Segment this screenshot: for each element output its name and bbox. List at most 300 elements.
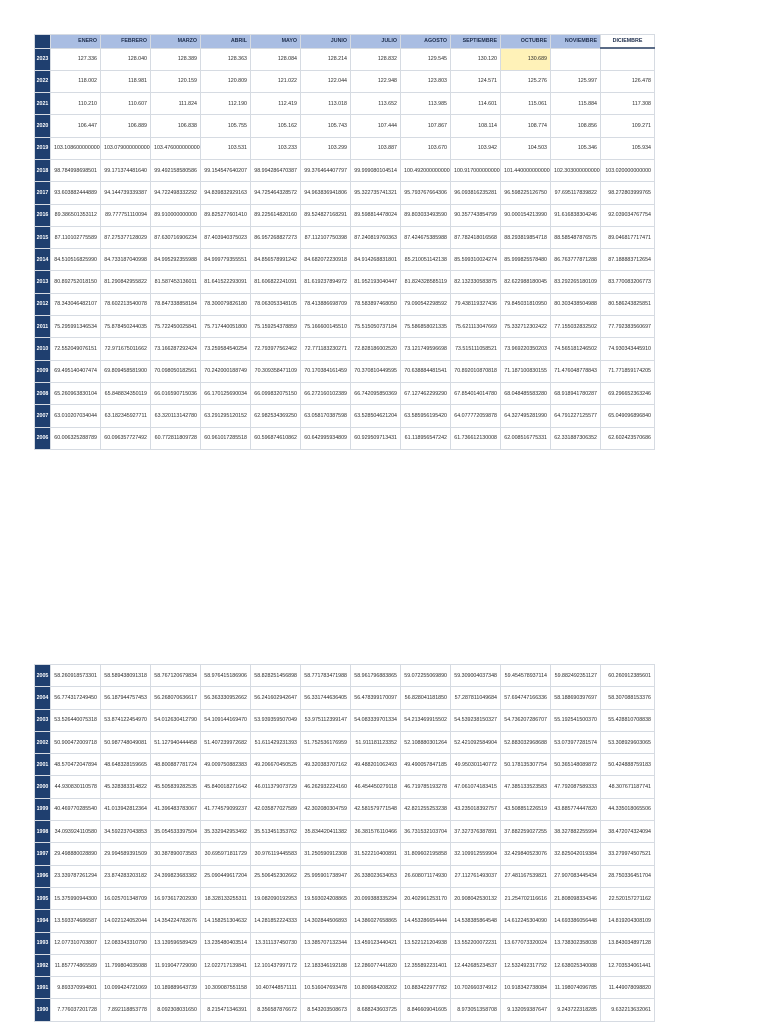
value-cell: 57.287811049684 [451, 687, 501, 709]
value-cell: 68.048485583280 [501, 382, 551, 404]
table-row [35, 754, 655, 776]
value-cell: 70.370810449595 [351, 360, 401, 382]
value-cell: 53.939359507049 [251, 709, 301, 731]
value-cell: 62.331887306352 [551, 427, 601, 449]
value-cell: 99.154547640207 [201, 159, 251, 181]
value-cell: 89.598814478024 [351, 204, 401, 226]
table-row [35, 70, 655, 92]
header-month: JULIO [351, 35, 401, 49]
value-cell: 84.510516825990 [51, 249, 101, 271]
value-cell: 128.389 [151, 48, 201, 70]
value-cell: 99.171374481640 [101, 159, 151, 181]
value-cell: 87.275377128029 [101, 226, 151, 248]
value-cell: 89.777751110094 [101, 204, 151, 226]
value-cell: 26.338023634053 [351, 865, 401, 887]
value-cell: 38.472074324094 [601, 821, 655, 843]
value-cell: 59.309004037348 [451, 665, 501, 687]
value-cell: 53.526440075318 [51, 709, 101, 731]
value-cell: 84.914268831801 [351, 249, 401, 271]
value-cell: 84.682072230918 [301, 249, 351, 271]
value-cell: 10.407448571111 [251, 977, 301, 999]
value-cell: 21.808098334346 [551, 887, 601, 909]
value-cell: 58.961796883865 [351, 665, 401, 687]
value-cell: 41.013942812364 [101, 798, 151, 820]
value-cell: 79.845031810950 [501, 293, 551, 315]
value-cell: 72.971675011662 [101, 338, 151, 360]
table-row [35, 910, 655, 932]
value-cell: 11.799804035088 [101, 954, 151, 976]
value-cell: 48.800887781724 [151, 754, 201, 776]
year-cell: 2009 [35, 360, 51, 382]
value-cell: 45.840018271642 [201, 776, 251, 798]
value-cell: 30.976119445583 [251, 843, 301, 865]
value-cell: 89.524827168291 [301, 204, 351, 226]
value-cell: 46.011379073729 [251, 776, 301, 798]
value-cell: 67.854014014780 [451, 382, 501, 404]
value-cell: 78.343046482107 [51, 293, 101, 315]
value-cell: 65.049096896840 [601, 405, 655, 427]
value-cell: 56.241602942647 [251, 687, 301, 709]
value-cell: 98.272803999765 [601, 182, 655, 204]
value-cell: 52.883032968688 [501, 731, 551, 753]
year-cell: 2006 [35, 427, 51, 449]
value-cell: 50.365148089872 [551, 754, 601, 776]
value-cell: 70.638884481541 [401, 360, 451, 382]
value-cell: 42.035877027589 [251, 798, 301, 820]
value-cell: 105.743 [301, 115, 351, 137]
value-cell: 75.515050737184 [351, 316, 401, 338]
value-cell: 46.262932224160 [301, 776, 351, 798]
table-row [35, 427, 655, 449]
year-cell: 2021 [35, 93, 51, 115]
value-cell: 81.606822241091 [251, 271, 301, 293]
value-cell: 63.528504621204 [351, 405, 401, 427]
value-cell: 62.008516775331 [501, 427, 551, 449]
header-month: MARZO [151, 35, 201, 49]
value-cell: 106.447 [51, 115, 101, 137]
year-cell: 1995 [35, 887, 51, 909]
value-cell: 70.098050182561 [151, 360, 201, 382]
value-cell: 85.210051142138 [401, 249, 451, 271]
header-month: MAYO [251, 35, 301, 49]
value-cell: 58.771783471988 [301, 665, 351, 687]
table-row [35, 932, 655, 954]
value-cell: 96.598225126750 [501, 182, 551, 204]
value-cell: 53.975112399147 [301, 709, 351, 731]
value-cell: 25.506452302662 [251, 865, 301, 887]
value-cell: 79.090542298592 [401, 293, 451, 315]
value-cell: 60.772811809728 [151, 427, 201, 449]
year-cell: 1996 [35, 865, 51, 887]
value-cell: 71.187100830155 [501, 360, 551, 382]
value-cell: 21.254702116616 [501, 887, 551, 909]
value-cell: 105.162 [251, 115, 301, 137]
value-cell: 89.825277601410 [201, 204, 251, 226]
value-cell: 54.083339701334 [351, 709, 401, 731]
value-cell: 72.771183230271 [301, 338, 351, 360]
value-cell: 88.293819854718 [501, 226, 551, 248]
value-cell: 42.302080304759 [301, 798, 351, 820]
value-cell: 94.839832929163 [201, 182, 251, 204]
value-cell: 49.950301140772 [451, 754, 501, 776]
header-month: ABRIL [201, 35, 251, 49]
value-cell: 52.421092584904 [451, 731, 501, 753]
value-cell: 13.593374686587 [51, 910, 101, 932]
value-cell: 64.327495281990 [501, 405, 551, 427]
value-cell: 52.108880301264 [401, 731, 451, 753]
value-cell: 69.495140407474 [51, 360, 101, 382]
value-cell: 55.428810708838 [601, 709, 655, 731]
value-cell: 107.444 [351, 115, 401, 137]
index-table-bottom [34, 664, 655, 1022]
value-cell: 56.774317249450 [51, 687, 101, 709]
value-cell: 35.054533397504 [151, 821, 201, 843]
value-cell: 10.189889643739 [151, 977, 201, 999]
value-cell: 38.327882255994 [551, 821, 601, 843]
year-cell: 2011 [35, 316, 51, 338]
value-cell: 31.522210400891 [351, 843, 401, 865]
value-cell: 85.999825578480 [501, 249, 551, 271]
table-row [35, 821, 655, 843]
table-row [35, 999, 655, 1021]
value-cell: 99.999080104514 [351, 159, 401, 181]
value-cell: 14.538385864548 [451, 910, 501, 932]
year-cell: 2000 [35, 776, 51, 798]
value-cell: 36.731532103704 [401, 821, 451, 843]
value-cell: 78.063053348105 [251, 293, 301, 315]
value-cell: 8.092308031650 [151, 999, 201, 1021]
value-cell: 14.158251304632 [201, 910, 251, 932]
value-cell: 58.260918573301 [51, 665, 101, 687]
value-cell: 70.170384161459 [301, 360, 351, 382]
year-cell: 2014 [35, 249, 51, 271]
value-cell: 31.809602195858 [401, 843, 451, 865]
value-cell: 29.994589391509 [101, 843, 151, 865]
table-row [35, 48, 655, 70]
value-cell: 63.320113142780 [151, 405, 201, 427]
value-cell: 60.642995934809 [301, 427, 351, 449]
year-cell: 2001 [35, 754, 51, 776]
value-cell: 28.750336451704 [601, 865, 655, 887]
header-month: SEPTIEMBRE [451, 35, 501, 49]
value-cell: 10.702660374912 [451, 977, 501, 999]
value-cell: 80.892752018150 [51, 271, 101, 293]
value-cell: 86.957268827273 [251, 226, 301, 248]
value-cell: 56.187944757453 [101, 687, 151, 709]
value-cell: 128.040 [101, 48, 151, 70]
value-cell: 32.825042019384 [551, 843, 601, 865]
value-cell: 19.593024208865 [301, 887, 351, 909]
cpi-table-bottom [34, 664, 654, 1022]
table-row [35, 204, 655, 226]
value-cell: 73.259584540254 [201, 338, 251, 360]
value-cell: 71.476048778843 [551, 360, 601, 382]
value-cell: 14.612245304090 [501, 910, 551, 932]
value-cell: 63.291295120152 [201, 405, 251, 427]
year-cell: 2002 [35, 731, 51, 753]
value-cell: 14.819204308109 [601, 910, 655, 932]
value-cell: 12.703534061441 [601, 954, 655, 976]
value-cell: 67.127462299290 [401, 382, 451, 404]
value-cell: 49.490057847185 [401, 754, 451, 776]
value-cell: 58.828251456898 [251, 665, 301, 687]
value-cell: 50.900472009718 [51, 731, 101, 753]
value-cell: 64.791227125577 [551, 405, 601, 427]
table-row [35, 709, 655, 731]
value-cell: 75.159254378859 [251, 316, 301, 338]
value-cell: 12.022717139841 [201, 954, 251, 976]
table-body-bottom [35, 665, 655, 1022]
value-cell: 9.243722318285 [551, 999, 601, 1021]
value-cell: 45.505839282535 [151, 776, 201, 798]
value-cell: 56.268070636617 [151, 687, 201, 709]
table-row [35, 249, 655, 271]
value-cell: 105.755 [201, 115, 251, 137]
value-cell: 83.292265180109 [551, 271, 601, 293]
value-cell: 66.742095850369 [351, 382, 401, 404]
value-cell: 32.429840523076 [501, 843, 551, 865]
value-cell: 87.110102775589 [51, 226, 101, 248]
value-cell: 123.803 [401, 70, 451, 92]
value-cell: 103.531 [201, 137, 251, 159]
year-cell: 2010 [35, 338, 51, 360]
value-cell: 86.763777871288 [551, 249, 601, 271]
value-cell: 12.183346192188 [301, 954, 351, 976]
value-cell: 71.771859174205 [601, 360, 655, 382]
value-cell: 120.809 [201, 70, 251, 92]
value-cell: 47.061074183415 [451, 776, 501, 798]
value-cell: 16.973617202930 [151, 887, 201, 909]
value-cell: 54.736207286707 [501, 709, 551, 731]
value-cell: 110.607 [101, 93, 151, 115]
value-cell: 8.846609041605 [401, 999, 451, 1021]
header-month: NOVIEMBRE [551, 35, 601, 49]
value-cell: 87.188883712654 [601, 249, 655, 271]
value-cell: 53.874122454970 [101, 709, 151, 731]
value-cell: 30.695971811729 [201, 843, 251, 865]
value-cell: 8.356587876672 [251, 999, 301, 1021]
value-cell: 94.144739339387 [101, 182, 151, 204]
value-cell: 8.688243603725 [351, 999, 401, 1021]
year-cell: 2020 [35, 115, 51, 137]
value-cell: 105.934 [601, 137, 655, 159]
table-row [35, 182, 655, 204]
value-cell: 11.919047729090 [151, 954, 201, 976]
value-cell: 70.309358471109 [251, 360, 301, 382]
value-cell: 90.357743854799 [451, 204, 501, 226]
value-cell: 128.214 [301, 48, 351, 70]
table-row [35, 798, 655, 820]
header-month: AGOSTO [401, 35, 451, 49]
value-cell: 75.166600145510 [301, 316, 351, 338]
year-cell: 2015 [35, 226, 51, 248]
value-cell: 53.073977281574 [551, 731, 601, 753]
value-cell: 103.299 [301, 137, 351, 159]
value-cell: 43.235018392757 [451, 798, 501, 820]
value-cell: 63.585956195420 [401, 405, 451, 427]
value-cell: 27.907083445434 [551, 865, 601, 887]
value-cell: 97.695117839822 [551, 182, 601, 204]
value-cell: 46.454450279118 [351, 776, 401, 798]
header-month: OCTUBRE [501, 35, 551, 49]
value-cell: 16.025701348709 [101, 887, 151, 909]
value-cell: 128.084 [251, 48, 301, 70]
value-cell: 58.307088153376 [601, 687, 655, 709]
value-cell: 14.453286654444 [401, 910, 451, 932]
header-row [35, 35, 655, 49]
value-cell: 35.332942953492 [201, 821, 251, 843]
value-cell: 78.300079826180 [201, 293, 251, 315]
value-cell: 13.311137450730 [251, 932, 301, 954]
value-cell: 55.192541500370 [551, 709, 601, 731]
value-cell: 68.918941780287 [551, 382, 601, 404]
year-cell: 1990 [35, 999, 51, 1021]
value-cell: 41.774579099237 [201, 798, 251, 820]
value-cell: 7.892118853778 [101, 999, 151, 1021]
value-cell: 114.601 [451, 93, 501, 115]
value-cell: 25.090449617204 [201, 865, 251, 887]
value-cell: 26.608071174930 [401, 865, 451, 887]
table-row [35, 316, 655, 338]
year-cell: 1999 [35, 798, 51, 820]
value-cell: 124.571 [451, 70, 501, 92]
value-cell: 74.930343445910 [601, 338, 655, 360]
value-cell: 94.963836941806 [301, 182, 351, 204]
table-row [35, 159, 655, 181]
year-cell: 2012 [35, 293, 51, 315]
value-cell: 66.016590715036 [151, 382, 201, 404]
value-cell: 103.020000000000 [601, 159, 655, 181]
table-row [35, 665, 655, 687]
table-row [35, 382, 655, 404]
value-cell: 73.166287292424 [151, 338, 201, 360]
value-cell: 56.331744636405 [301, 687, 351, 709]
value-cell: 54.539238150327 [451, 709, 501, 731]
value-cell: 13.677073320024 [501, 932, 551, 954]
value-cell: 32.109912559904 [451, 843, 501, 865]
table-row [35, 865, 655, 887]
table-row [35, 405, 655, 427]
year-cell: 2008 [35, 382, 51, 404]
value-cell: 48.307671187741 [601, 776, 655, 798]
value-cell: 20.402961253170 [401, 887, 451, 909]
table-row [35, 137, 655, 159]
value-cell: 107.867 [401, 115, 451, 137]
value-cell: 75.722450025841 [151, 316, 201, 338]
value-cell: 113.018 [301, 93, 351, 115]
value-cell: 60.929509713431 [351, 427, 401, 449]
value-cell: 46.719785193278 [401, 776, 451, 798]
value-cell: 110.210 [51, 93, 101, 115]
value-cell: 78.602213540078 [101, 293, 151, 315]
value-cell: 89.225614820160 [251, 204, 301, 226]
value-cell: 10.099424721069 [101, 977, 151, 999]
value-cell: 13.459123440421 [351, 932, 401, 954]
value-cell: 98.994286470387 [251, 159, 301, 181]
value-cell: 12.638025340088 [551, 954, 601, 976]
value-cell: 84.733187040998 [101, 249, 151, 271]
value-cell: 60.961017285518 [201, 427, 251, 449]
value-cell: 95.322735741321 [351, 182, 401, 204]
value-cell: 8.543203508673 [301, 999, 351, 1021]
table-row [35, 776, 655, 798]
value-cell: 130.120 [451, 48, 501, 70]
value-cell: 27.481167539821 [501, 865, 551, 887]
value-cell: 35.834420411382 [301, 821, 351, 843]
value-cell: 87.630716906234 [151, 226, 201, 248]
value-cell: 82.132330583875 [451, 271, 501, 293]
value-cell: 12.532492317792 [501, 954, 551, 976]
value-cell: 51.911181123352 [351, 731, 401, 753]
value-cell: 118.981 [101, 70, 151, 92]
value-cell: 11.198074096785 [551, 977, 601, 999]
value-cell: 12.286077441820 [351, 954, 401, 976]
value-cell: 48.648328159665 [101, 754, 151, 776]
value-cell: 14.354224782676 [151, 910, 201, 932]
value-cell: 99.376464407797 [301, 159, 351, 181]
value-cell: 125.997 [551, 70, 601, 92]
cpi-table-top [34, 34, 654, 450]
value-cell: 125.276 [501, 70, 551, 92]
value-cell: 109.271 [601, 115, 655, 137]
value-cell: 72.828186002520 [351, 338, 401, 360]
value-cell: 108.774 [501, 115, 551, 137]
value-cell: 64.077772059878 [451, 405, 501, 427]
value-cell: 72.552049076151 [51, 338, 101, 360]
value-cell: 31.250590912308 [301, 843, 351, 865]
value-cell: 56.828041181850 [401, 687, 451, 709]
value-cell: 70.242000188749 [201, 360, 251, 382]
value-cell: 47.385133523583 [501, 776, 551, 798]
value-cell: 58.188690397697 [551, 687, 601, 709]
value-cell: 33.279974507521 [601, 843, 655, 865]
year-cell: 2018 [35, 159, 51, 181]
value-cell: 49.206670450525 [251, 754, 301, 776]
value-cell: 63.182345927711 [101, 405, 151, 427]
value-cell: 87.240819760363 [351, 226, 401, 248]
table-row [35, 293, 655, 315]
value-cell: 75.717440051800 [201, 316, 251, 338]
header-month: FEBRERO [101, 35, 151, 49]
table-row [35, 977, 655, 999]
value-cell: 13.235480403514 [201, 932, 251, 954]
value-cell: 59.882492351127 [551, 665, 601, 687]
value-cell: 79.438119327436 [451, 293, 501, 315]
value-cell: 42.821255253238 [401, 798, 451, 820]
value-cell: 72.793977562462 [251, 338, 301, 360]
value-cell: 49.488201062493 [351, 754, 401, 776]
value-cell: 87.424675385988 [401, 226, 451, 248]
value-cell: 84.995292355988 [151, 249, 201, 271]
value-cell: 62.602423570686 [601, 427, 655, 449]
value-cell: 81.290842955822 [101, 271, 151, 293]
year-cell: 1997 [35, 843, 51, 865]
value-cell: 105.346 [551, 137, 601, 159]
header-corner [35, 35, 51, 49]
value-cell: 49.320383707162 [301, 754, 351, 776]
value-cell: 51.127940444458 [151, 731, 201, 753]
table-row [35, 687, 655, 709]
value-cell: 95.793767664306 [401, 182, 451, 204]
header-month: DICIEMBRE [601, 35, 655, 49]
value-cell: 129.545 [401, 48, 451, 70]
value-cell: 62.982534369250 [251, 405, 301, 427]
value-cell: 81.587453136011 [151, 271, 201, 293]
value-cell: 117.308 [601, 93, 655, 115]
value-cell: 73.121749596698 [401, 338, 451, 360]
value-cell: 75.586858021335 [401, 316, 451, 338]
year-cell: 1994 [35, 910, 51, 932]
